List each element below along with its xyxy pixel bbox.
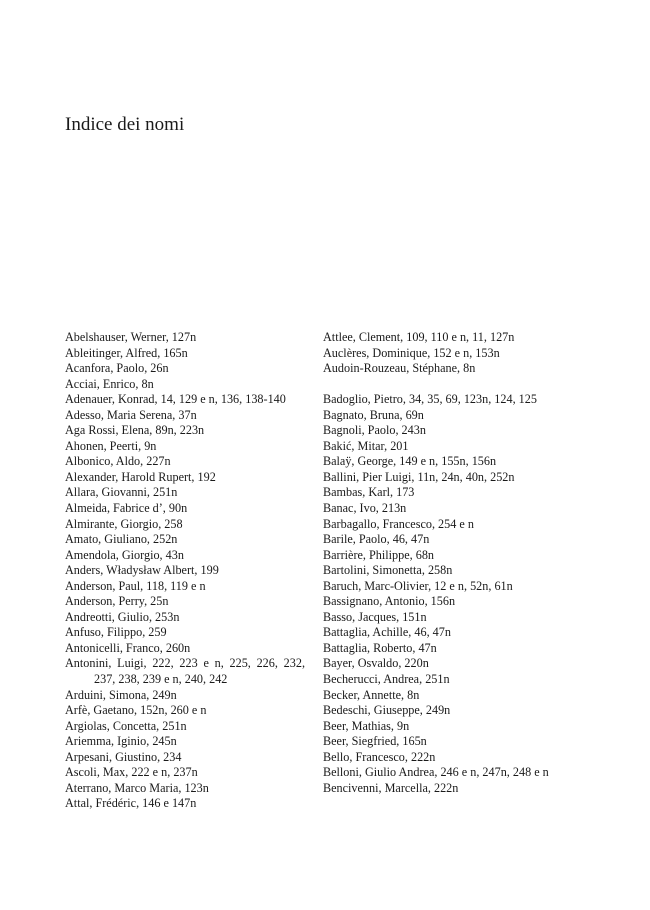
index-entry: Battaglia, Roberto, 47n (323, 640, 437, 655)
index-entry: Anderson, Perry, 25n (65, 594, 169, 609)
index-entry: Bassignano, Antonio, 156n (323, 594, 456, 609)
index-entry: Anfuso, Filippo, 259 (65, 625, 167, 640)
index-entry: Antonicelli, Franco, 260n (65, 640, 191, 655)
index-entry: Bedeschi, Giuseppe, 249n (323, 703, 451, 718)
index-entry: Becker, Annette, 8n (323, 687, 420, 702)
letter-gap (323, 377, 585, 393)
index-entry: Attlee, Clement, 109, 110 e n, 11, 127n (323, 330, 515, 344)
index-entry: Almeida, Fabrice d’, 90n (65, 501, 188, 516)
index-entry: Attal, Frédéric, 146 e 147n (65, 796, 197, 811)
index-entry: Bambas, Karl, 173 (323, 485, 415, 500)
index-entry: Amato, Giuliano, 252n (65, 532, 178, 547)
index-entry: Badoglio, Pietro, 34, 35, 69, 123n, 124, 125 (323, 392, 537, 407)
index-entry: Albonico, Aldo, 227n (65, 454, 171, 469)
index-entry: Basso, Jacques, 151n (323, 609, 427, 624)
index-entry: Barile, Paolo, 46, 47n (323, 532, 430, 547)
index-entry: Barrière, Philippe, 68n (323, 547, 435, 562)
index-entry: Aterrano, Marco Maria, 123n (65, 780, 209, 795)
index-entry: Arduini, Simona, 249n (65, 687, 177, 702)
index-entry: Ascoli, Max, 222 e n, 237n (65, 765, 198, 780)
index-entry: Andreotti, Giulio, 253n (65, 609, 180, 624)
index-entry: Arfè, Gaetano, 152n, 260 e n (65, 703, 207, 718)
index-entry: Bello, Francesco, 222n (323, 749, 436, 764)
index-group-b (323, 392, 585, 796)
index-entry: Banac, Ivo, 213n (323, 501, 407, 516)
index-entry: Balaÿ, George, 149 e n, 155n, 156n (323, 454, 497, 469)
index-column-left (65, 330, 305, 812)
index-entry: Bagnoli, Paolo, 243n (323, 423, 426, 438)
index-entry: Almirante, Giorgio, 258 (65, 516, 183, 531)
index-entry: Battaglia, Achille, 46, 47n (323, 625, 451, 640)
index-entry: Aga Rossi, Elena, 89n, 223n (65, 423, 205, 438)
index-entry: Auclères, Dominique, 152 e n, 153n (323, 345, 500, 360)
index-entry: Amendola, Giorgio, 43n (65, 547, 184, 562)
index-group-at (323, 330, 585, 377)
index-entry: Ballini, Pier Luigi, 11n, 24n, 40n, 252n (323, 469, 515, 484)
index-entry: Argiolas, Concetta, 251n (65, 718, 187, 733)
index-entry: Bartolini, Simonetta, 258n (323, 563, 453, 578)
index-entry: Baruch, Marc-Olivier, 12 e n, 52n, 61n (323, 578, 513, 593)
index-entry: Beer, Siegfried, 165n (323, 734, 427, 749)
index-entry: Adenauer, Konrad, 14, 129 e n, 136, 138-140 (65, 392, 286, 407)
index-entry: Barbagallo, Francesco, 254 e n (323, 516, 474, 531)
index-entry: Adesso, Maria Serena, 37n (65, 407, 197, 422)
index-entry: Acciai, Enrico, 8n (65, 376, 154, 391)
index-entry: Bayer, Osvaldo, 220n (323, 656, 429, 671)
index-entry: Belloni, Giulio Andrea, 246 e n, 247n, 248 e n (323, 765, 549, 780)
index-entry: Ariemma, Iginio, 245n (65, 734, 177, 749)
index-entry: Antonini, Luigi, 222, 223 e n, 225, 226, 232, 237, 238, 239 e n, 240, 242 (65, 656, 305, 687)
index-entry: Alexander, Harold Rupert, 192 (65, 469, 216, 484)
index-entry: Allara, Giovanni, 251n (65, 485, 178, 500)
index-entry: Beer, Mathias, 9n (323, 718, 410, 733)
index-entry: Anders, Władysław Albert, 199 (65, 563, 219, 578)
page-title: Indice dei nomi (65, 114, 185, 135)
index-entry: Ahonen, Peerti, 9n (65, 438, 157, 453)
index-entry: Bakić, Mitar, 201 (323, 438, 409, 453)
index-entry: Bagnato, Bruna, 69n (323, 407, 424, 422)
index-entry: Arpesani, Giustino, 234 (65, 749, 182, 764)
index-entry: Acanfora, Paolo, 26n (65, 361, 169, 376)
index-column-right (323, 330, 585, 796)
index-entry: Bencivenni, Marcella, 222n (323, 780, 459, 795)
index-entry: Anderson, Paul, 118, 119 e n (65, 578, 206, 593)
index-entry: Ableitinger, Alfred, 165n (65, 345, 188, 360)
index-entry: Audoin-Rouzeau, Stéphane, 8n (323, 361, 476, 376)
index-entry: Becherucci, Andrea, 251n (323, 672, 450, 687)
index-entry: Abelshauser, Werner, 127n (65, 330, 197, 344)
